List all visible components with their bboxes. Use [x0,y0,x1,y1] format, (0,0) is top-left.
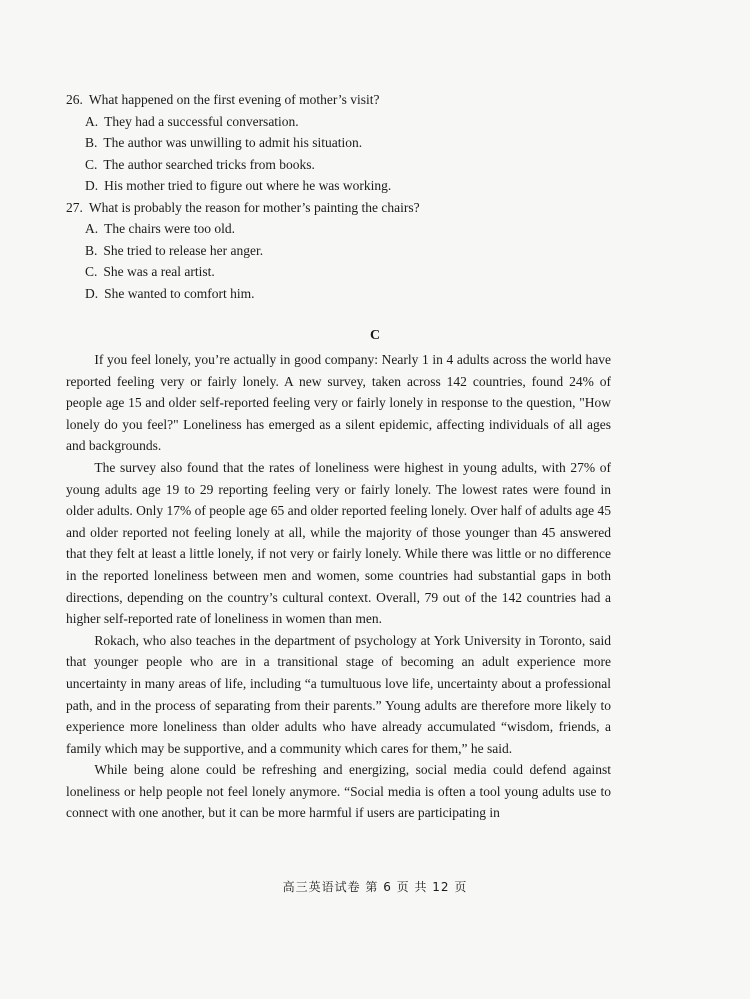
question-27 [66,197,686,219]
option-text: The author searched tricks from books. [103,156,315,172]
section-heading: C [369,328,381,343]
option-27d [66,283,686,305]
option-letter: C. [85,264,98,279]
option-text: The author was unwilling to admit his situation. [103,135,363,150]
question-list [66,89,686,304]
option-text: She wanted to comfort him. [104,285,255,301]
question-text: What happened on the first evening of mother’s visit? [88,92,380,107]
passage-paragraph: While being alone could be refreshing and energizing, social media could defend against loneliness or help people not feel lonely anymore. “Social media is often a tool young adults use to connect with one another, but it can be more harmful if users are participating in [66,762,611,821]
option-27b [66,240,686,262]
option-26a [66,111,686,133]
option-letter: A. [85,221,99,236]
option-27a [66,218,686,240]
option-26c [66,154,686,176]
option-text: She was a real artist. [103,264,215,279]
passage-paragraph: Rokach, who also teaches in the department of psychology at York University in Toronto, said that younger people who are in a transitional stage of becoming an adult experience more uncertainty in many areas of life, including “a tumultuous love life, uncertainty about a professional path, and in the process of separating from their parents.” Young adults are therefore more likely to experience more loneliness than older adults who have already accumulated “wisdom, friends, a family which may be supportive, and a community which cares for them,” he said. [66,632,611,756]
option-letter: D. [85,178,99,193]
option-letter: B. [85,135,98,150]
option-26b [66,132,686,154]
option-letter: B. [85,242,98,258]
option-26d [66,175,686,197]
option-letter: D. [85,285,99,301]
question-text: What is probably the reason for mother’s painting the chairs? [88,199,420,215]
passage-paragraph: The survey also found that the rates of loneliness were highest in young adults, with 27% of young adults age 19 to 29 reporting feeling very or fairly lonely. The lowest rates were found in older adults. Only 17% of people age 65 and older reported feeling lonely. Over half of adults age 45 and older reported not feeling lonely at all, while the majority of those younger than 45 answered that they felt at least a little lonely, if not very or fairly lonely. While there was little or no difference in the reported loneliness between men and women, some countries had substantial gaps in both directions, depending on the country’s cultural context. Overall, 79 out of the 142 countries had a higher self-reported rate of loneliness in women than men. [66,459,611,627]
question-26 [66,89,686,111]
option-text: His mother tried to figure out where he was working. [104,178,392,193]
option-text: The chairs were too old. [104,221,235,236]
option-text: She tried to release her anger. [103,242,264,258]
reading-passage [66,349,611,824]
question-number: 27. [66,199,83,215]
option-letter: A. [85,113,99,129]
option-text: They had a successful conversation. [104,113,299,129]
passage-paragraph: If you feel lonely, you’re actually in good company: Nearly 1 in 4 adults across the world have reported feeling very or fairly lonely. A new survey, taken across 142 countries, found 24% of people age 15 and older self-reported feeling very or fairly lonely in response to the question, "How lonely do you feel?" Loneliness has emerged as a silent epidemic, affecting individuals of all ages and backgrounds. [66,352,611,454]
question-number: 26. [66,92,83,107]
page-footer: 高三英语试卷 第 6 页 共 12 页 [282,880,468,894]
option-letter: C. [85,156,98,172]
option-27c [66,261,686,283]
